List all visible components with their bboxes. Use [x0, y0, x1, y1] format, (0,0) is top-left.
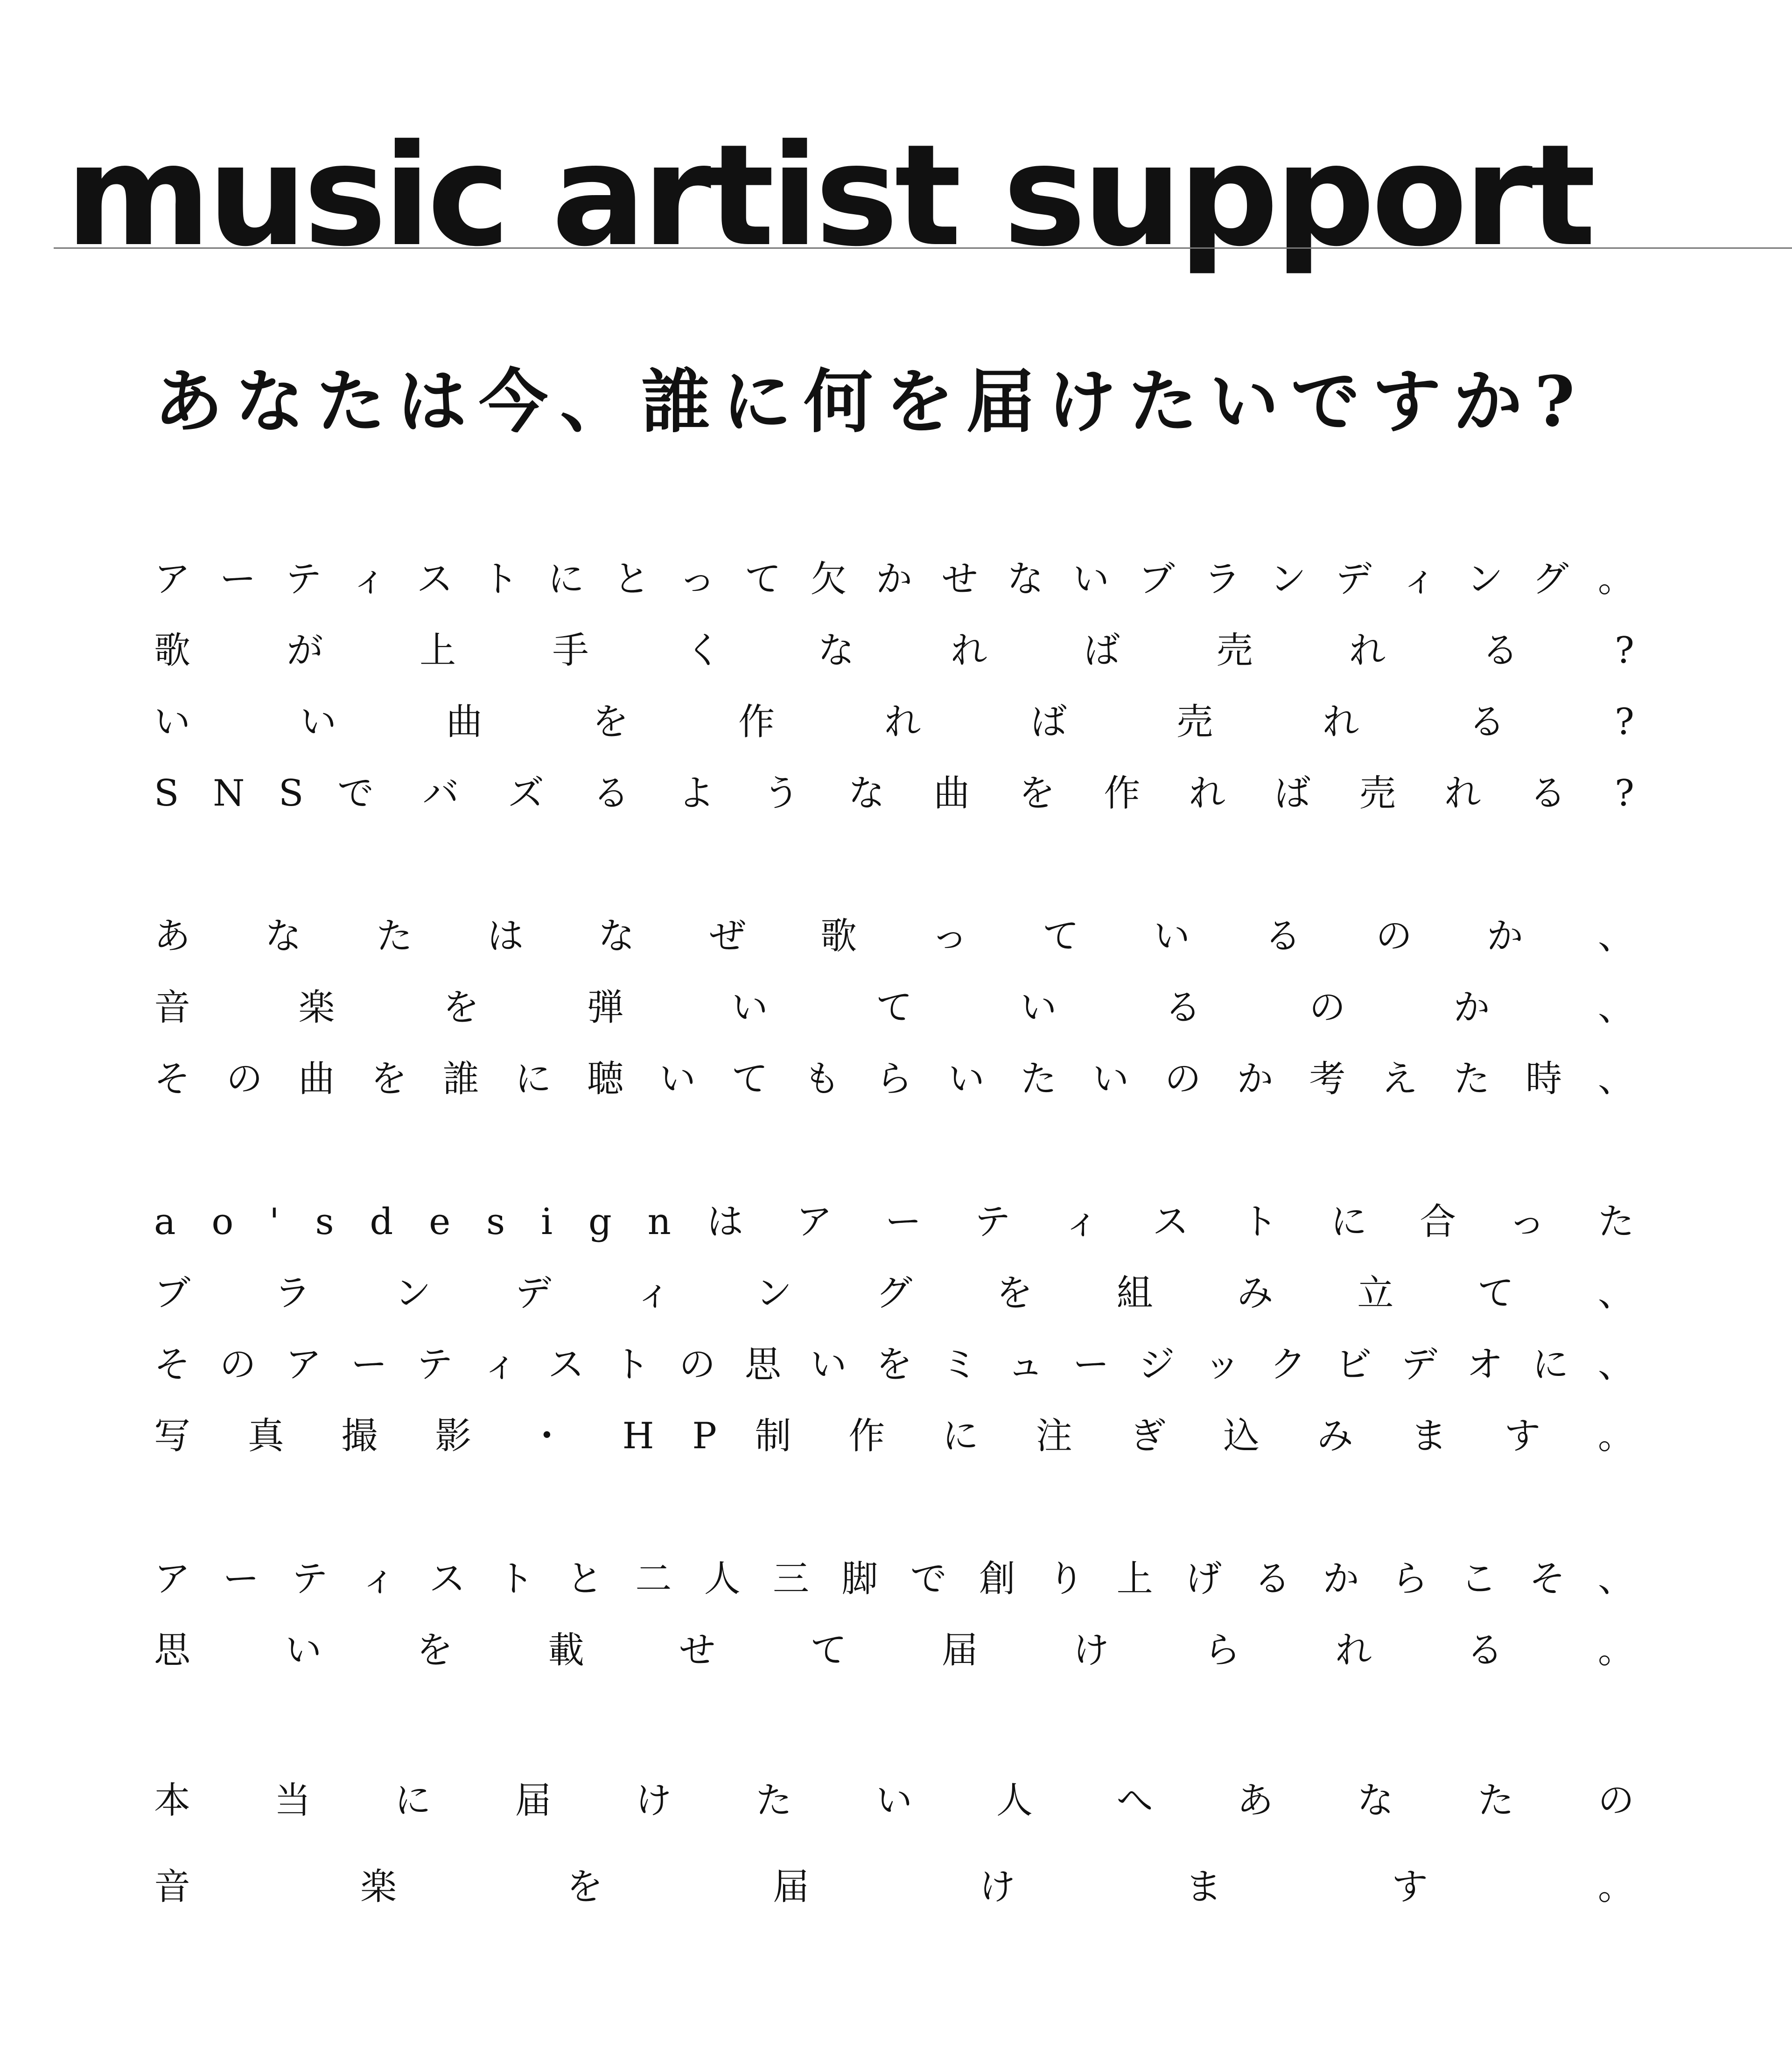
- paragraph-5: [154, 1758, 1638, 1930]
- title-divider: [54, 247, 1792, 249]
- text-line: あ な た は な ぜ 歌 っ て い る の か 、: [154, 915, 1638, 957]
- text-line: 音 楽 を 弾 い て い る の か 、: [154, 987, 1638, 1029]
- text-line: a o ' s d e s i g n は ア ー テ ィ ス ト に 合 っ た: [154, 1201, 1638, 1243]
- text-line: 歌 が 上 手 く な れ ば 売 れ る ?: [154, 630, 1638, 672]
- text-line: ア ー テ ィ ス ト と 二 人 三 脚 で 創 り 上 げ る か ら こ そ 、: [154, 1558, 1638, 1600]
- text-line: そ の ア ー テ ィ ス ト の 思 い を ミ ュ ー ジ ッ ク ビ デ オ に 、: [154, 1344, 1638, 1386]
- text-line: そ の 曲 を 誰 に 聴 い て も ら い た い の か 考 え た 時 、: [154, 1058, 1638, 1100]
- paragraph-3: [154, 1186, 1638, 1472]
- text-line: ア ー テ ィ ス ト に と っ て 欠 か せ な い ブ ラ ン デ ィ ン グ 。: [154, 558, 1638, 600]
- text-line: い い 曲 を 作 れ ば 売 れ る ?: [154, 701, 1638, 743]
- paragraph-1: [154, 544, 1638, 829]
- paragraph-2: [154, 901, 1638, 1115]
- text-line: 思 い を 載 せ て 届 け ら れ る 。: [154, 1629, 1638, 1671]
- body-text: [154, 544, 1638, 2002]
- text-line: 写 真 撮 影 ・ H P 制 作 に 注 ぎ 込 み ま す 。: [154, 1415, 1638, 1457]
- text-line: S N S で バ ズ る よ う な 曲 を 作 れ ば 売 れ る ?: [154, 772, 1638, 814]
- lead-question: あなたは今、誰に何を届けたいですか?: [154, 361, 1587, 442]
- text-line: 音 楽 を 届 け ま す 。: [154, 1866, 1638, 1908]
- paragraph-4: [154, 1543, 1638, 1686]
- page-title: music artist support: [65, 114, 1592, 277]
- text-line: 本 当 に 届 け た い 人 へ あ な た の: [154, 1780, 1638, 1822]
- text-line: ブ ラ ン デ ィ ン グ を 組 み 立 て 、: [154, 1272, 1638, 1314]
